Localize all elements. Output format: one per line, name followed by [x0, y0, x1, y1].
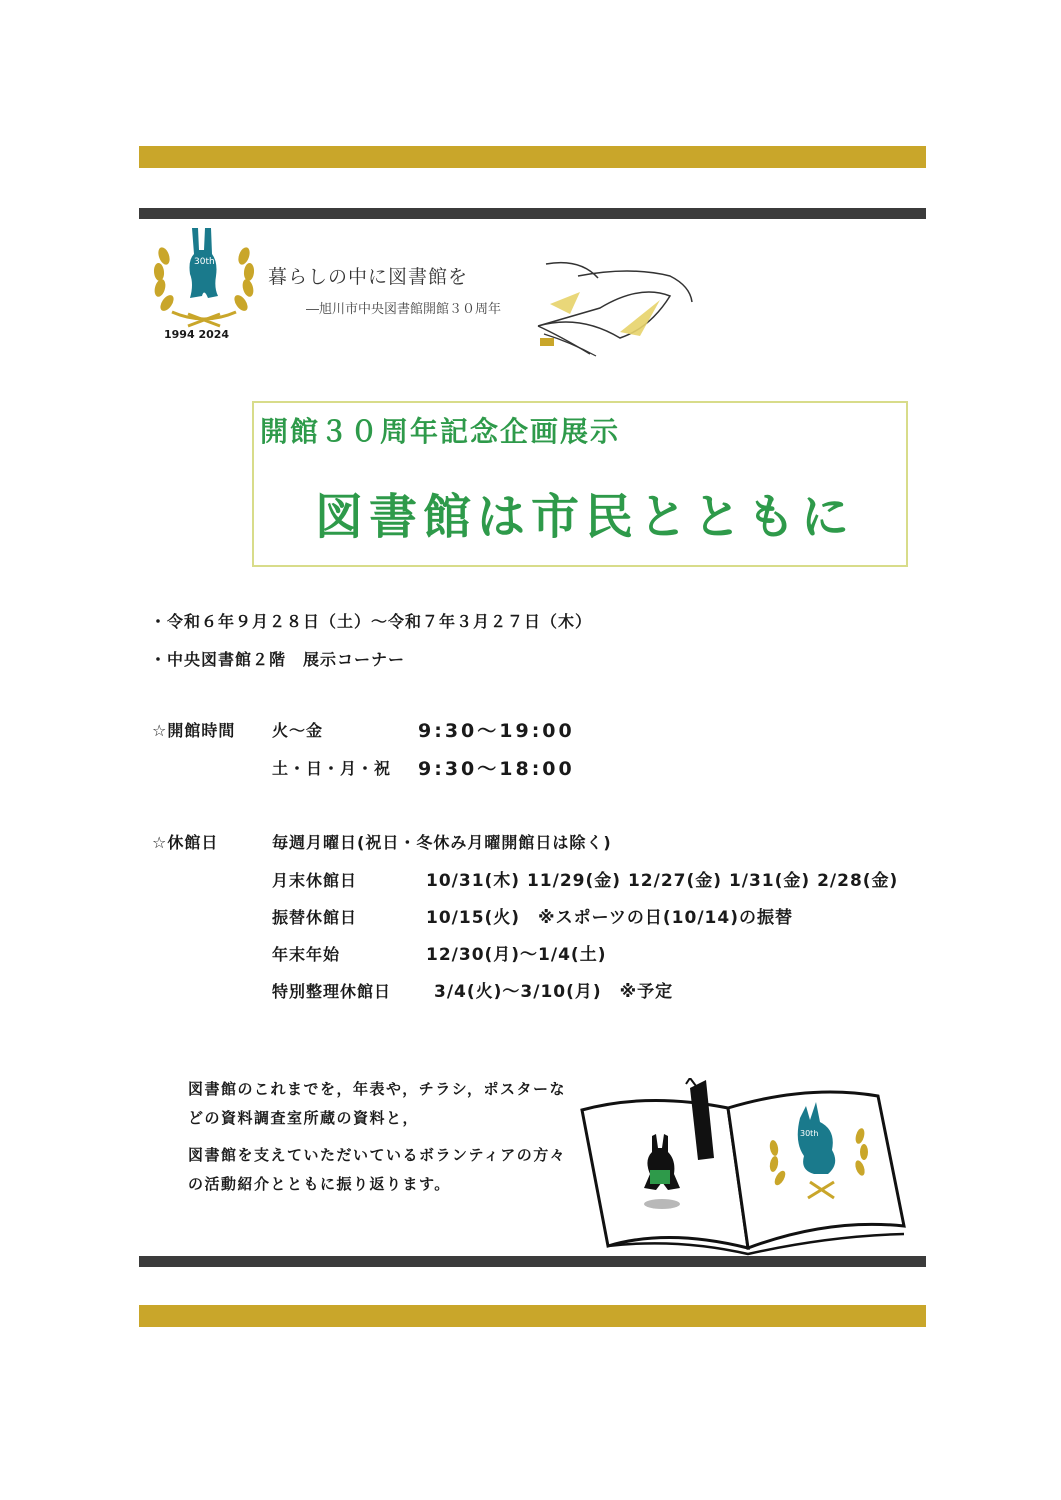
top-gray-bar [139, 208, 926, 219]
book-logo-badge: 30th [800, 1129, 819, 1138]
description-paragraph-1: 図書館のこれまでを，年表や，チラシ，ポスターなどの資料調査室所蔵の資料と， [188, 1080, 567, 1127]
bottom-gold-bar [139, 1305, 926, 1327]
description-paragraph-2: 図書館を支えていただいているボランティアの方々の活動紹介とともに振り返ります。 [188, 1146, 567, 1193]
logo-badge-text: 30th [194, 257, 215, 267]
month-end-label: 月末休館日 [272, 871, 358, 890]
weekly-closed: 毎週月曜日(祝日・冬休み月曜開館日は除く) [272, 833, 612, 852]
logo-years: 1994 2024 [164, 328, 230, 341]
transfer-date: 10/15(火) ※スポーツの日(10/14)の振替 [426, 908, 793, 928]
flying-book-illustration [520, 256, 696, 360]
special-closing-dates: 3/4(火)～3/10(月) ※予定 [434, 982, 674, 1002]
exhibition-subtitle: 開館３０周年記念企画展示 [260, 415, 621, 448]
opening-hours-heading: ☆開館時間 [152, 721, 236, 740]
weekend-label: 土・日・月・祝 [272, 759, 392, 778]
weekend-hours: 9:30～18:00 [418, 758, 575, 780]
exhibition-period: ・令和６年９月２８日（土）～令和７年３月２７日（木） [150, 612, 593, 631]
new-year-label: 年末年始 [272, 945, 341, 964]
tagline: 暮らしの中に図書館を [268, 266, 469, 288]
exhibition-place: ・中央図書館２階 展示コーナー [150, 650, 406, 669]
weekday-label: 火～金 [272, 721, 324, 740]
bottom-gray-bar [139, 1256, 926, 1267]
open-book-illustration [578, 1078, 914, 1256]
exhibition-description [188, 1075, 568, 1207]
subtagline: ―旭川市中央図書館開館３０周年 [306, 302, 502, 317]
anniversary-logo [148, 226, 260, 344]
closed-days-heading: ☆休館日 [152, 833, 219, 852]
exhibition-title: 図書館は市民とともに [315, 489, 856, 545]
transfer-label: 振替休館日 [272, 908, 358, 927]
weekday-hours: 9:30～19:00 [418, 720, 575, 742]
month-end-dates: 10/31(木) 11/29(金) 12/27(金) 1/31(金) 2/28(金) [426, 871, 899, 891]
special-closing-label: 特別整理休館日 [272, 982, 392, 1001]
new-year-dates: 12/30(月)～1/4(土) [426, 945, 607, 965]
top-gold-bar [139, 146, 926, 168]
